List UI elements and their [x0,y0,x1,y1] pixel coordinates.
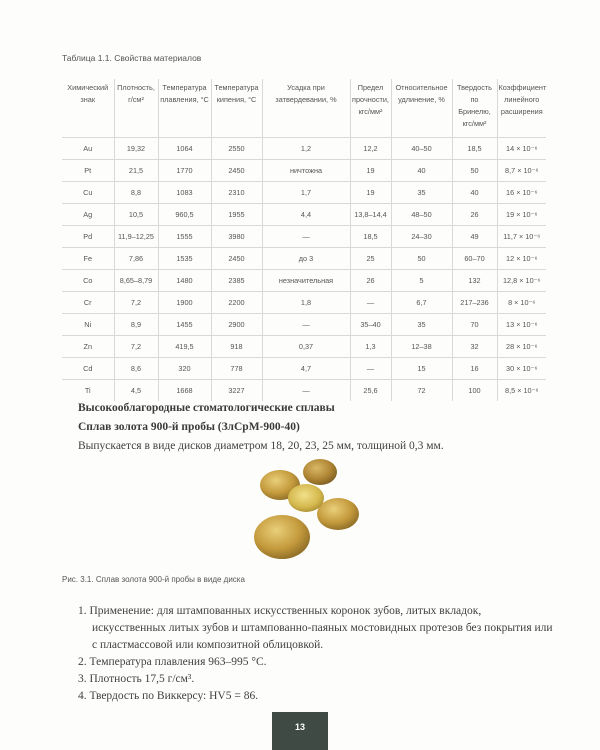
table-cell: 60–70 [452,248,497,270]
table-cell: 35–40 [350,314,391,336]
table-cell: 3980 [211,226,262,248]
table-cell: 2385 [211,270,262,292]
table-row [62,226,546,248]
table-row [62,182,546,204]
table-cell: 48–50 [391,204,452,226]
table-cell: 32 [452,336,497,358]
element-symbol-cell: Ni [62,314,114,336]
gold-disc [288,484,324,512]
table-row [62,380,546,402]
table-cell: 26 [350,270,391,292]
table-cell: 1535 [158,248,211,270]
table-cell: 1,2 [262,138,350,160]
table-cell: 7,86 [114,248,158,270]
table-cell: 8,5 × 10⁻⁶ [497,380,546,402]
table-row [62,336,546,358]
table-cell: 18,5 [452,138,497,160]
table-cell: 7,2 [114,292,158,314]
table-cell: — [350,358,391,380]
table-cell: 6,7 [391,292,452,314]
table-cell: 19 [350,160,391,182]
table-cell: 21,5 [114,160,158,182]
element-symbol-cell: Pd [62,226,114,248]
table-cell: — [262,226,350,248]
column-header: Относительное удлинение, % [391,79,452,138]
table-header-row [62,79,546,138]
table-cell: 0,37 [262,336,350,358]
table-body [62,138,546,402]
table-cell: 1064 [158,138,211,160]
table-cell: 1480 [158,270,211,292]
table-cell: 49 [452,226,497,248]
table-cell: 70 [452,314,497,336]
table-cell: 35 [391,182,452,204]
table-cell: 13,8–14,4 [350,204,391,226]
table-cell: 40–50 [391,138,452,160]
table-cell: 50 [452,160,497,182]
table-cell: до 3 [262,248,350,270]
table-cell: 2310 [211,182,262,204]
table-cell: 40 [452,182,497,204]
column-header: Коэффициент линейного расширения [497,79,546,138]
table-row [62,204,546,226]
table-cell: 1900 [158,292,211,314]
table-cell: 5 [391,270,452,292]
table-cell: 320 [158,358,211,380]
column-header: Температура плавления, °С [158,79,211,138]
element-symbol-cell: Co [62,270,114,292]
column-header: Твердость по Бринелю, кгс/мм² [452,79,497,138]
table-cell: — [350,292,391,314]
list-item: 2. Температура плавления 963–995 °С. [78,656,267,668]
element-symbol-cell: Cd [62,358,114,380]
table-cell: 50 [391,248,452,270]
table-cell: 4,4 [262,204,350,226]
table-cell: 918 [211,336,262,358]
element-symbol-cell: Ti [62,380,114,402]
table-cell: 8,6 [114,358,158,380]
table-caption: Таблица 1.1. Свойства материалов [62,53,202,63]
page-number: 13 [272,712,328,750]
table-cell: 11,7 × 10⁻⁶ [497,226,546,248]
table-cell: 11,9–12,25 [114,226,158,248]
table-cell: 35 [391,314,452,336]
table-cell: — [262,314,350,336]
list-item: 4. Твердость по Виккерсу: HV5 = 86. [78,690,259,702]
table-cell: 2550 [211,138,262,160]
table-cell: 7,2 [114,336,158,358]
table-cell: 40 [391,160,452,182]
material-properties-table [62,79,546,401]
table-cell: 8,7 × 10⁻⁶ [497,160,546,182]
table-cell: 217–236 [452,292,497,314]
gold-discs-photo [240,450,390,570]
table-cell: 419,5 [158,336,211,358]
element-symbol-cell: Zn [62,336,114,358]
table-cell: 4,5 [114,380,158,402]
table-cell: 1,8 [262,292,350,314]
table-cell: 24–30 [391,226,452,248]
table-cell: 2900 [211,314,262,336]
table-cell: 1555 [158,226,211,248]
table-cell: 14 × 10⁻⁶ [497,138,546,160]
table-row [62,314,546,336]
table-cell: — [262,380,350,402]
table-cell: 1,3 [350,336,391,358]
table-cell: 778 [211,358,262,380]
table-cell: 19,32 [114,138,158,160]
column-header: Предел прочности, кгс/мм² [350,79,391,138]
table-cell: 18,5 [350,226,391,248]
section-title: Высокооблагородные стоматологические сплавы [78,402,335,414]
table-cell: 12 × 10⁻⁶ [497,248,546,270]
table-cell: 1955 [211,204,262,226]
table-cell: 12,2 [350,138,391,160]
gold-disc [303,459,337,485]
column-header: Плотность, г/см² [114,79,158,138]
table-cell: 8 × 10⁻⁶ [497,292,546,314]
table-cell: 2200 [211,292,262,314]
properties-list [78,603,558,705]
table-cell: 15 [391,358,452,380]
table-cell: 1083 [158,182,211,204]
table-cell: 10,5 [114,204,158,226]
table-cell: 3227 [211,380,262,402]
figure-caption: Рис. 3.1. Сплав золота 900-й пробы в виде диска [62,575,245,584]
table-cell: 30 × 10⁻⁶ [497,358,546,380]
table-cell: 100 [452,380,497,402]
section-body: Выпускается в виде дисков диаметром 18, 20, 23, 25 мм, толщиной 0,3 мм. [78,440,444,452]
column-header: Температура кипения, °С [211,79,262,138]
element-symbol-cell: Pt [62,160,114,182]
table-row [62,138,546,160]
element-symbol-cell: Au [62,138,114,160]
table-cell: 12–38 [391,336,452,358]
table-cell: 2450 [211,160,262,182]
table-cell: 28 × 10⁻⁶ [497,336,546,358]
element-symbol-cell: Cu [62,182,114,204]
table-cell: ничтожна [262,160,350,182]
table-row [62,160,546,182]
table-cell: 2450 [211,248,262,270]
table-cell: 19 [350,182,391,204]
table-cell: 8,9 [114,314,158,336]
table-cell: 1770 [158,160,211,182]
section-subtitle: Сплав золота 900-й пробы (ЗлСрМ-900-40) [78,421,300,433]
list-item: 3. Плотность 17,5 г/см³. [78,673,195,685]
table-row [62,358,546,380]
table-cell: 19 × 10⁻⁶ [497,204,546,226]
list-item: 1. Применение: для штампованных искусственных коронок зубов, литых вкладок, искусственных литых зубов и штампованно-паяных мостовидных протезов без покрытия или с пластмассовой или композитной облицовкой. [78,605,553,651]
table-row [62,270,546,292]
table-cell: 72 [391,380,452,402]
table-cell: 25 [350,248,391,270]
table-row [62,248,546,270]
table-cell: 25,6 [350,380,391,402]
table-cell: 16 × 10⁻⁶ [497,182,546,204]
element-symbol-cell: Fe [62,248,114,270]
element-symbol-cell: Ag [62,204,114,226]
element-symbol-cell: Cr [62,292,114,314]
table-cell: 960,5 [158,204,211,226]
table-cell: 4,7 [262,358,350,380]
table-cell: 1668 [158,380,211,402]
table-cell: 26 [452,204,497,226]
table-cell: 12,8 × 10⁻⁶ [497,270,546,292]
table-cell: 13 × 10⁻⁶ [497,314,546,336]
column-header: Химический знак [67,83,109,105]
table-cell: 1,7 [262,182,350,204]
table-cell: 8,8 [114,182,158,204]
gold-disc [317,498,359,530]
table-cell: 1455 [158,314,211,336]
table-cell: 132 [452,270,497,292]
table-cell: 16 [452,358,497,380]
table-cell: незначительная [262,270,350,292]
gold-disc [254,515,310,559]
table-row [62,292,546,314]
column-header: Усадка при затвердевании, % [262,79,350,138]
table-cell: 8,65–8,79 [114,270,158,292]
